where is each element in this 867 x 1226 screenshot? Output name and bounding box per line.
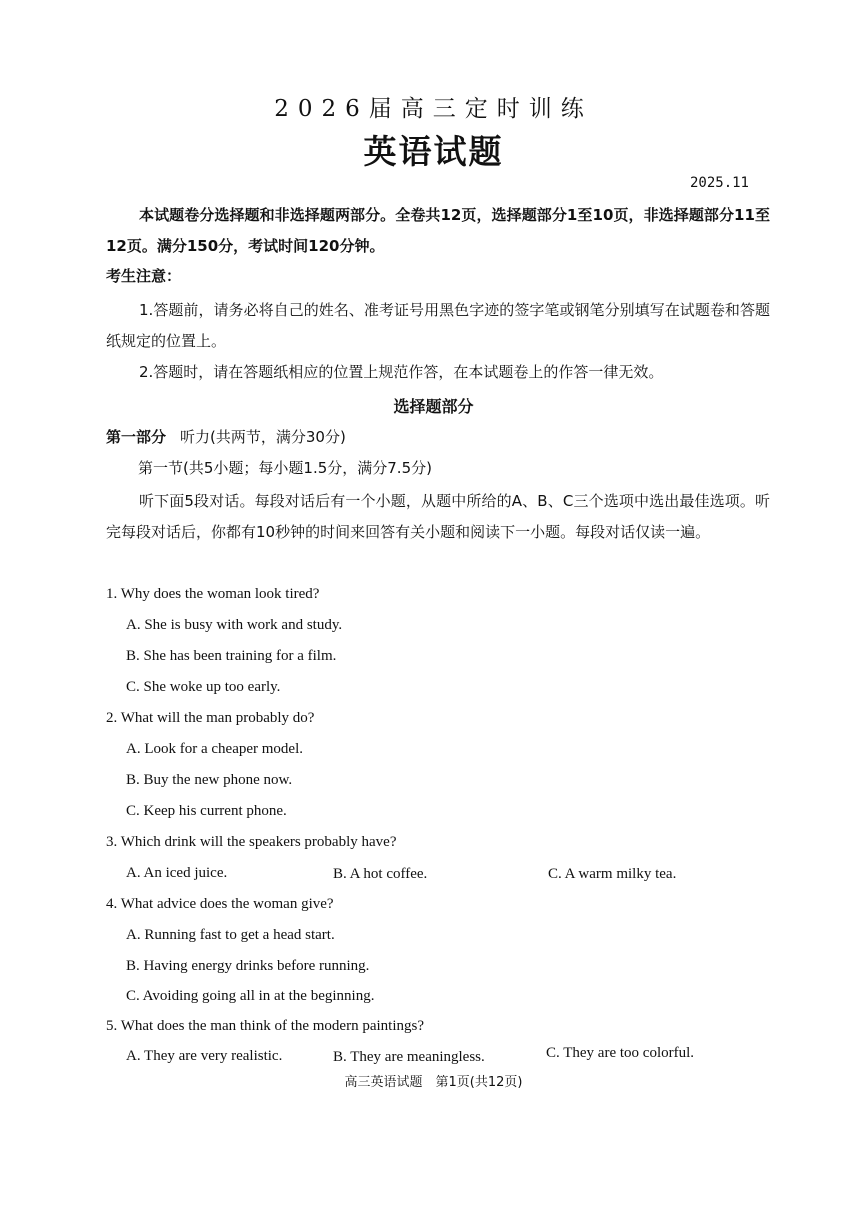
question-option: B. Buy the new phone now. (126, 772, 293, 788)
question-stem: 2. What will the man probably do? (106, 710, 315, 726)
notice-heading: 考生注意： (106, 267, 182, 285)
intro-paragraph: 本试题卷分选择题和非选择题两部分。全卷共12页，选择题部分1至10页，非选择题部分11至12页。满分150分，考试时间120分钟。 (106, 206, 770, 255)
question-option: A. Look for a cheaper model. (126, 741, 304, 757)
part-description: 听力(共两节，满分30分) (180, 428, 346, 446)
listening-instructions: 听下面5段对话。每段对话后有一个小题，从题中所给的A、B、C三个选项中选出最佳选项。听完每段对话后，你都有10秒钟的时间来回答有关小题和阅读下一小题。每段对话仅读一遍。 (106, 492, 770, 541)
question-option: C. A warm milky tea. (548, 866, 677, 882)
question-stem: 3. Which drink will the speakers probably have? (106, 834, 397, 850)
page-footer: 高三英语试题 第1页(共12页) (344, 1075, 523, 1090)
section-title: 选择题部分 (393, 397, 474, 416)
notice-item-2: 2.答题时，请在答题纸相应的位置上规范作答，在本试题卷上的作答一律无效。 (139, 363, 664, 381)
part-heading (106, 426, 346, 447)
exam-title: 2026届高三定时训练 (274, 96, 593, 122)
question-option: B. She has been training for a film. (126, 648, 337, 664)
question-stem: 1. Why does the woman look tired? (106, 586, 320, 602)
subject-title: 英语试题 (363, 132, 504, 171)
question-stem: 5. What does the man think of the modern paintings? (106, 1018, 424, 1034)
question-option: A. An iced juice. (126, 865, 228, 881)
question-option: C. They are too colorful. (546, 1045, 695, 1061)
question-option: C. Keep his current phone. (126, 803, 287, 819)
exam-date: 2025.11 (689, 175, 749, 191)
notice-item-1: 1.答题前，请务必将自己的姓名、准考证号用黑色字迹的签字笔或钢笔分别填写在试题卷和答题纸规定的位置上。 (106, 301, 770, 350)
question-option: A. She is busy with work and study. (126, 617, 343, 633)
question-option: A. They are very realistic. (126, 1048, 283, 1064)
question-option: B. A hot coffee. (333, 866, 428, 882)
question-option: A. Running fast to get a head start. (126, 927, 335, 943)
question-option: C. She woke up too early. (126, 679, 281, 695)
question-option: B. They are meaningless. (333, 1049, 485, 1065)
part-label: 第一部分 (106, 428, 167, 446)
section-heading: 第一节(共5小题；每小题1.5分，满分7.5分) (138, 459, 432, 477)
question-option: C. Avoiding going all in at the beginning. (126, 988, 375, 1004)
question-stem: 4. What advice does the woman give? (106, 896, 334, 912)
question-option: B. Having energy drinks before running. (126, 958, 370, 974)
